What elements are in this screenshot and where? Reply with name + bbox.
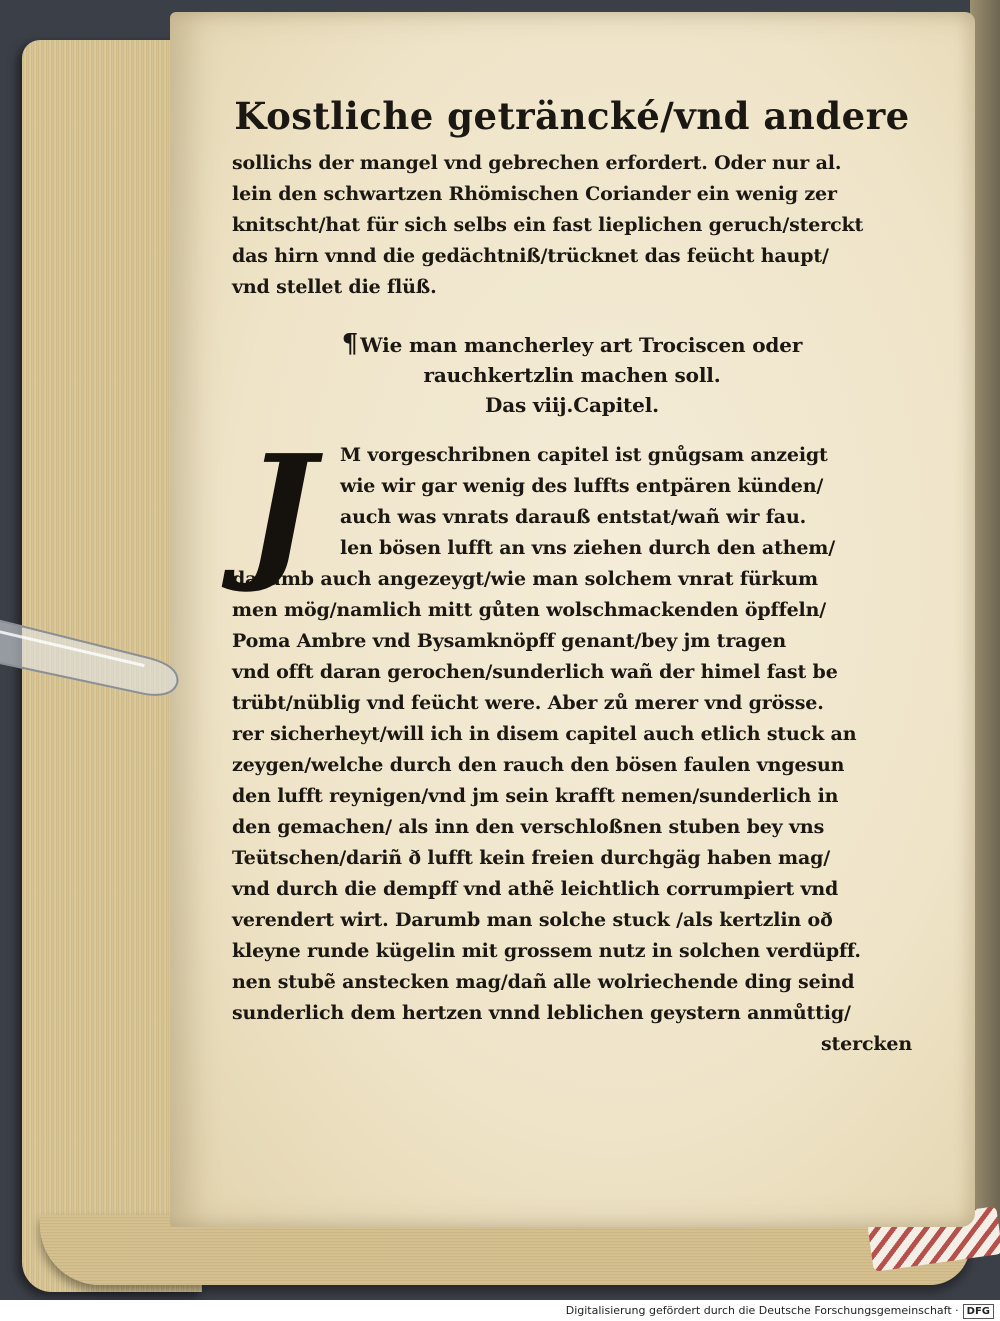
footer-credit: Digitalisierung gefördert durch die Deutsche Forschungsgemeinschaft · [565, 1304, 959, 1317]
catchword: stercken [820, 1033, 912, 1055]
text-line: lein den schwartzen Rhömischen Coriander ein wenig zer [232, 183, 837, 205]
text-line: vnd offt daran gerochen/sunderlich wañ der himel fast be [232, 661, 838, 683]
text-line: sollichs der mangel vnd gebrechen erfordert. Oder nur al. [232, 152, 842, 174]
text-line: vnd durch die dempff vnd athẽ leichtlich corrumpiert vnd [232, 878, 839, 900]
text-line: knitscht/hat für sich selbs ein fast lieplichen geruch/sterckt [232, 214, 864, 236]
text-line: darumb auch angezeygt/wie man solchem vnrat fürkum [232, 568, 819, 590]
text-line: den lufft reynigen/vnd jm sein krafft nemen/sunderlich in [232, 785, 839, 807]
text-line: Poma Ambre vnd Bysamknöpff genant/bey jm tragen [232, 630, 787, 652]
footer-bar [0, 1300, 1000, 1321]
chapter-title-line [232, 329, 912, 360]
text-column [232, 94, 912, 1060]
text-line: trübt/nüblig vnd feücht were. Aber zů merer vnd grösse. [232, 692, 824, 714]
text-line: das hirn vnnd die gedächtniß/trücknet das feücht haupt/ [232, 245, 829, 267]
text-line: kleyne runde kügelin mit grossem nutz in solchen verdüpff. [232, 940, 861, 962]
chapter-title-text: Wie man mancherley art Trociscen oder [360, 333, 803, 357]
chapter-heading [232, 329, 912, 420]
text-line: verendert wirt. Darumb man solche stuck /als kertzlin oð [232, 909, 833, 931]
text-line: den gemachen/ als inn den verschloßnen stuben bey vns [232, 816, 825, 838]
chapter-title-line: rauchkertzlin machen soll. [423, 363, 721, 387]
text-line: sunderlich dem hertzen vnnd leblichen geystern anmůttig/ [232, 1002, 851, 1024]
intro-paragraph [232, 148, 912, 303]
text-line: auch was vnrats darauß entstat/wañ wir fau. [340, 506, 807, 528]
text-line: len bösen lufft an vns ziehen durch den athem/ [340, 537, 836, 559]
text-line: wie wir gar wenig des luffts entpären künden/ [340, 475, 824, 497]
dfg-logo: DFG [963, 1304, 994, 1319]
text-line: Teütschen/dariñ ð lufft kein freien durchgäg haben mag/ [232, 847, 831, 869]
text-line: zeygen/welche durch den rauch den bösen faulen vngesun [232, 754, 845, 776]
text-line: vnd stellet die flüß. [232, 276, 437, 298]
chapter-number: Das viij.Capitel. [485, 393, 659, 417]
text-line: rer sicherheyt/will ich in disem capitel auch etlich stuck an [232, 723, 857, 745]
book-page [170, 12, 975, 1227]
decorated-initial: J [244, 422, 316, 596]
text-line: M vorgeschribnen capitel ist gnůgsam anzeigt [340, 444, 828, 466]
running-headline: Kostliche geträncké/vnd andere [234, 94, 910, 138]
chapter-body [232, 422, 912, 1060]
text-line: nen stubẽ anstecken mag/dañ alle wolriechende ding seind [232, 971, 855, 993]
pilcrow-mark: ¶ [341, 329, 359, 359]
text-line: men mög/namlich mitt gůten wolschmackenden öpffeln/ [232, 599, 827, 621]
